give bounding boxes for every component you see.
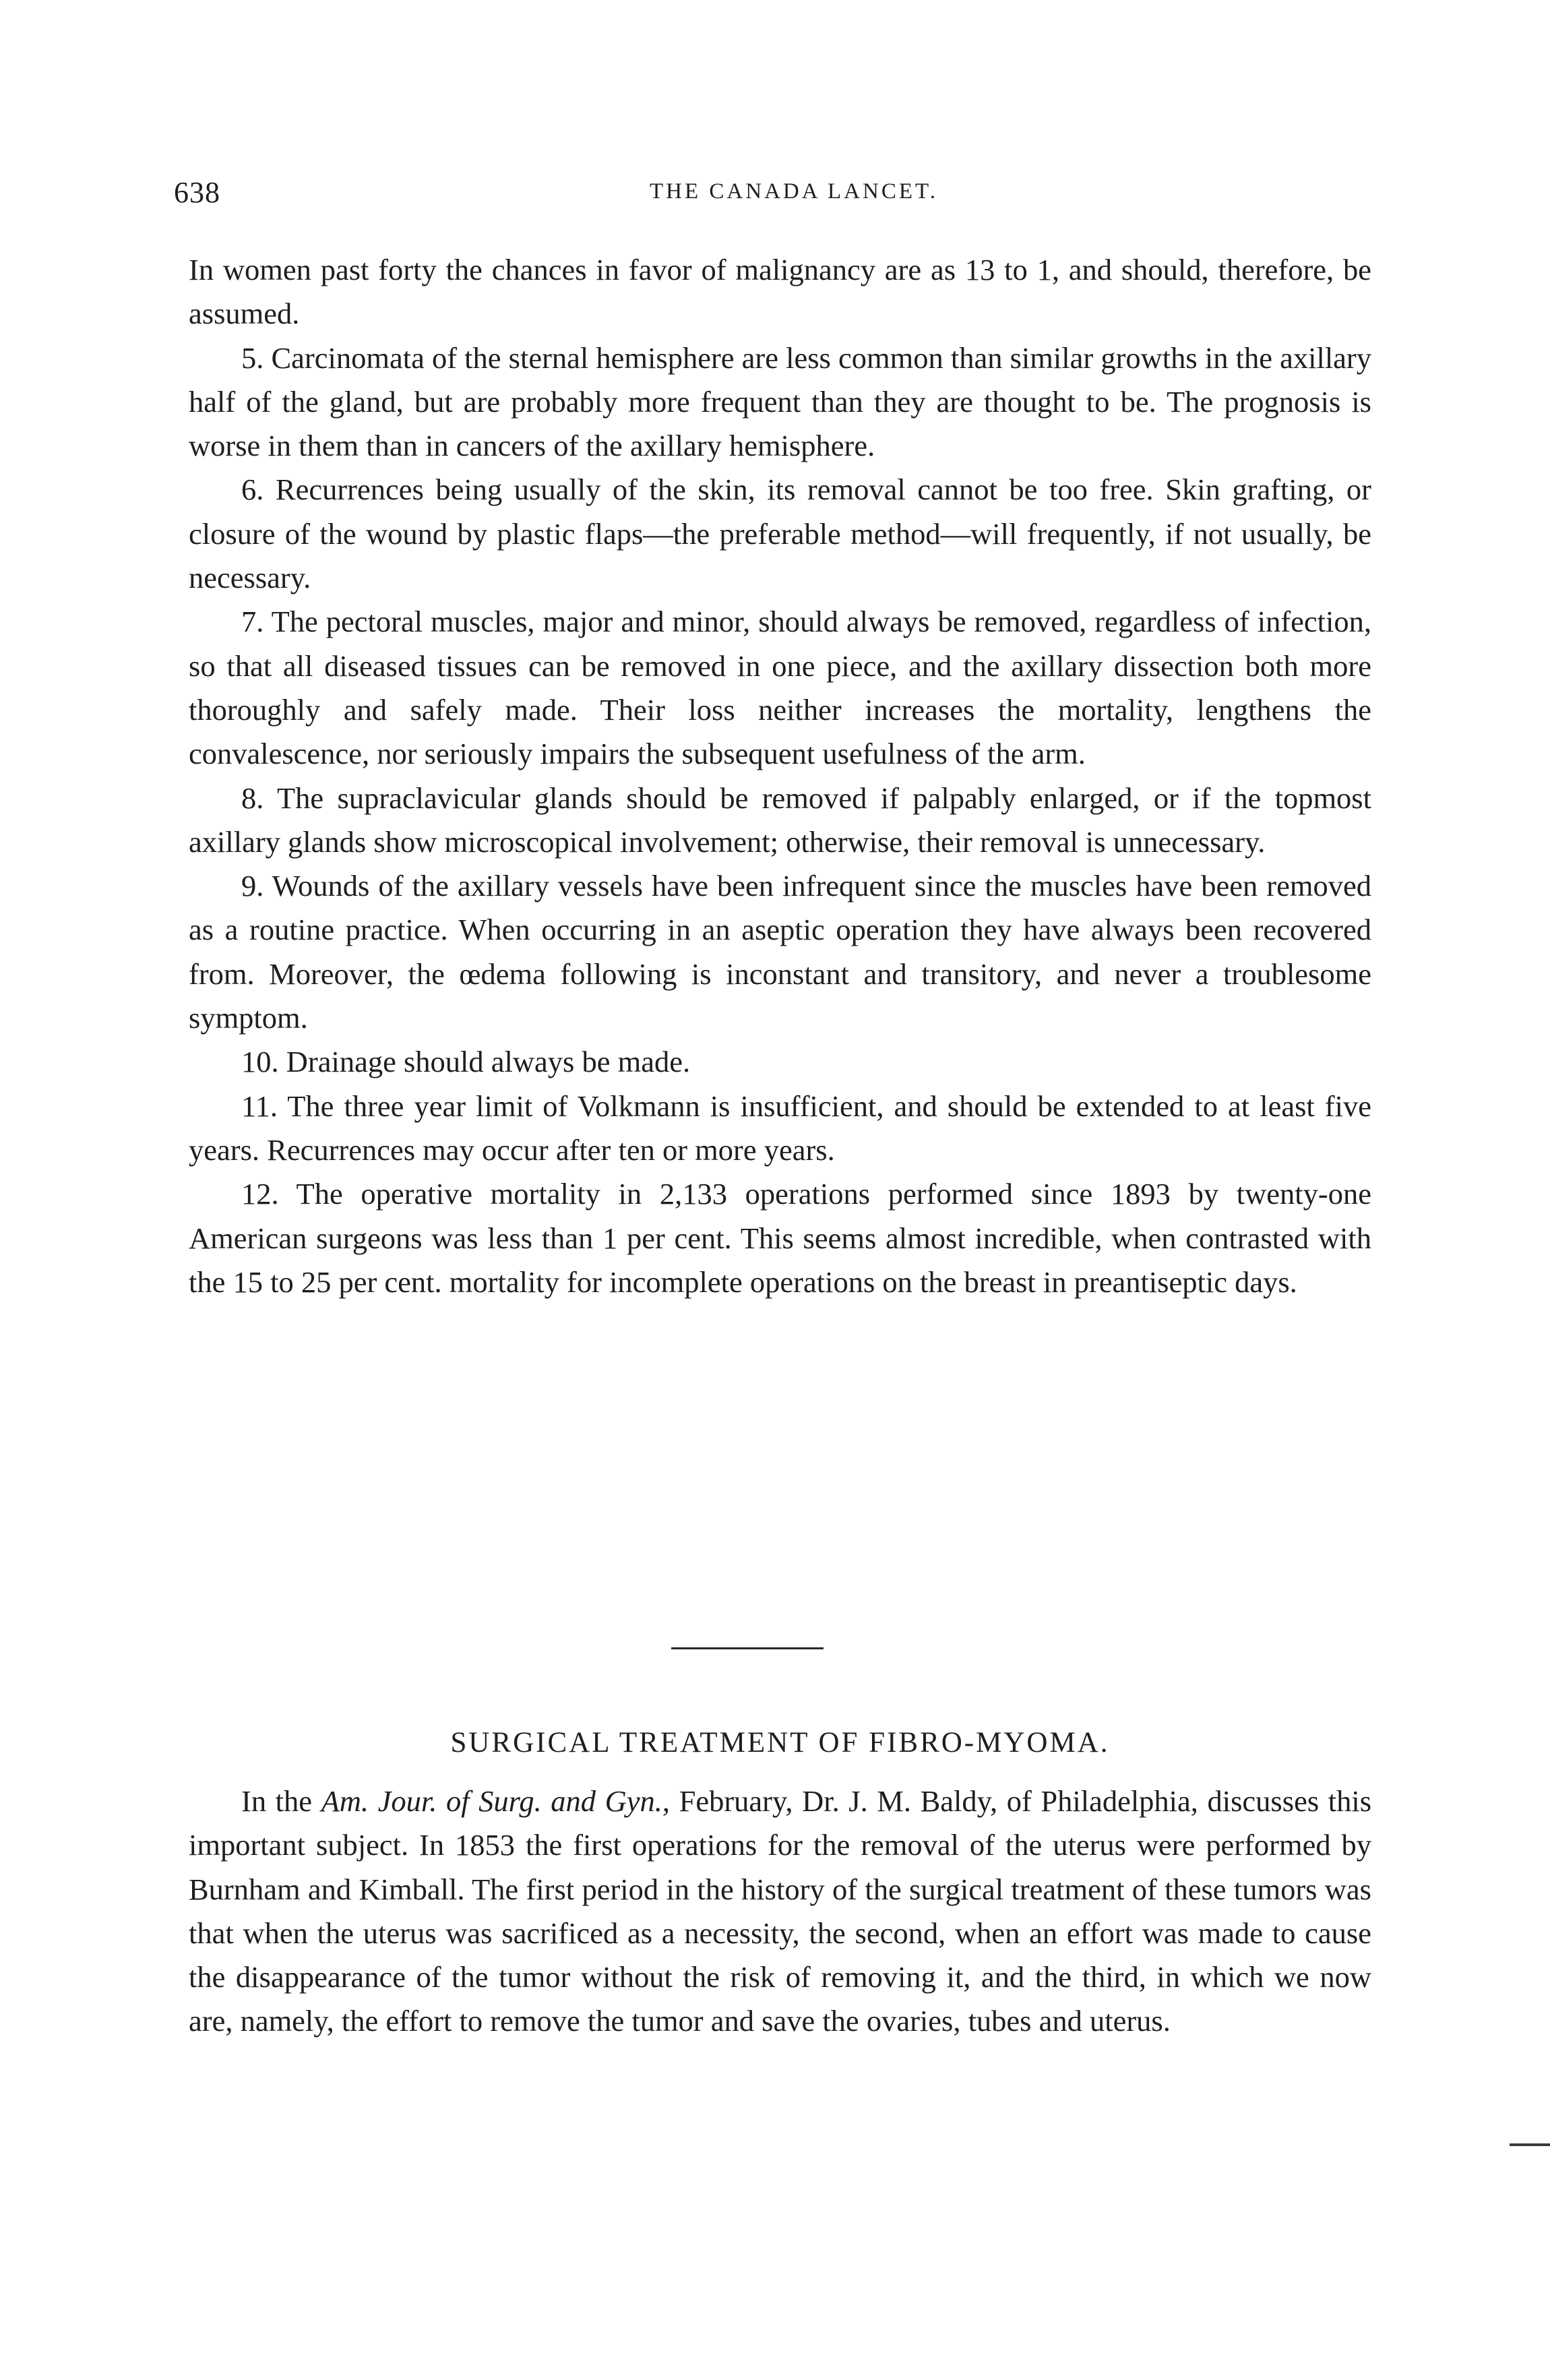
section-body-text: , February, Dr. J. M. Baldy, of Philadelphia, discusses this important subject. In 1853 the first operations for the removal of the uterus were performed by Burnham and Kimball. The first period in the history of the surgical treatment of these tumors was that when the uterus was sacrificed as a necessity, the second, when an effort was made to cause the disappearance of the tumor without the risk of removing it, and the third, in which we now are, namely, the effort to remove the tumor and save the ovaries, tubes and uterus. (189, 1784, 1372, 2038)
page-number: 638 (174, 176, 220, 209)
paragraph-item-10: 10. Drainage should always be made. (241, 1045, 691, 1079)
paragraph-item-5: 5. Carcinomata of the sternal hemisphere are less common than similar growths in the axillary half of the gland, but are probably more frequent than they are thought to be. The prognosis is worse in them than in cancers of the axillary hemisphere. (189, 340, 1371, 463)
paragraph-item-11: 11. The three year limit of Volkmann is insufficient, and should be extended to at least five years. Recurrences may occur after ten or more years. (189, 1089, 1371, 1167)
running-head: THE CANADA LANCET. (650, 179, 938, 204)
page-edge-mark (1510, 2143, 1550, 2146)
page-header (174, 175, 1373, 216)
section-divider (671, 1647, 824, 1649)
journal-title: Am. Jour. of Surg. and Gyn. (321, 1784, 662, 1818)
paragraph-item-9: 9. Wounds of the axillary vessels have been infrequent since the muscles have been removed as a routine practice. When occurring in an aseptic operation they have always been recovered from. Moreover, the œdema following is inconstant and transitory, and never a troublesome symptom. (189, 869, 1371, 1035)
paragraph-item-6: 6. Recurrences being usually of the skin, its removal cannot be too free. Skin grafting, or closure of the wound by plastic flaps—the preferable method—will frequently, if not usually, be necessary. (189, 472, 1371, 595)
article-body (189, 248, 1371, 1304)
paragraph-item-12: 12. The operative mortality in 2,133 operations performed since 1893 by twenty-one American surgeons was less than 1 per cent. This seems almost incredible, when contrasted with the 15 to 25 per cent. mortality for incomplete operations on the breast in preantiseptic days. (189, 1177, 1371, 1299)
paragraph-item-7: 7. The pectoral muscles, major and minor, should always be removed, regardless of infection, so that all diseased tissues can be removed in one piece, and the axillary dissection both more thoroughly and safely made. Their loss neither increases the mortality, lengthens the convalescence, nor seriously impairs the subsequent usefulness of the arm. (189, 605, 1371, 771)
section-intro: In the (241, 1784, 313, 1818)
section-paragraph (189, 1779, 1371, 2044)
section-body (189, 1779, 1371, 2044)
section-title: SURGICAL TREATMENT OF FIBRO-MYOMA. (450, 1727, 1110, 1759)
paragraph-continuation: In women past forty the chances in favor of malignancy are as 13 to 1, and should, therefore, be assumed. (189, 253, 1371, 331)
paragraph-item-8: 8. The supraclavicular glands should be removed if palpably enlarged, or if the topmost axillary glands show microscopical involvement; otherwise, their removal is unnecessary. (189, 781, 1371, 859)
